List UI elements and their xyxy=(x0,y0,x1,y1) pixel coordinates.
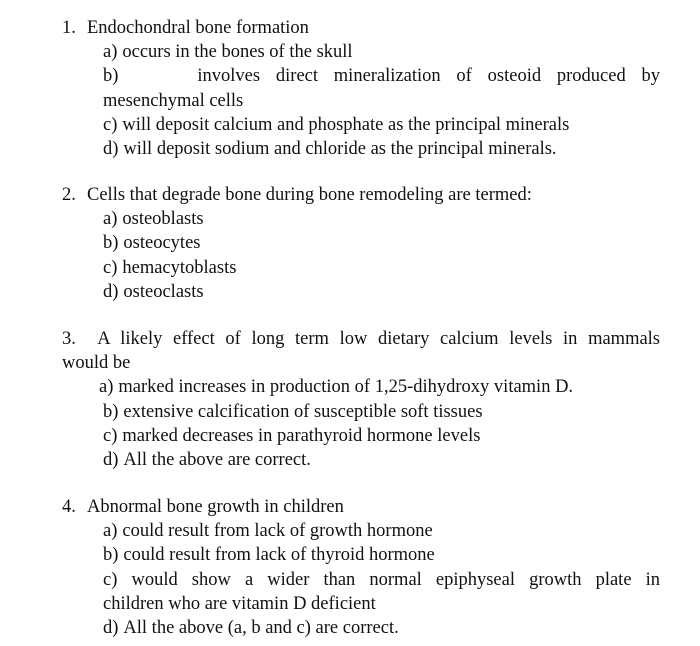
question-stem-first-line xyxy=(62,327,660,351)
option-d xyxy=(103,616,660,640)
option-list xyxy=(62,40,660,161)
option-c-first-line xyxy=(103,568,660,592)
option-d xyxy=(99,448,660,472)
question-2 xyxy=(62,183,660,304)
question-stem xyxy=(62,495,660,519)
option-text: involves direct mineralization of osteoid produced by xyxy=(197,66,661,87)
option-text: marked decreases in parathyroid hormone levels xyxy=(122,425,481,446)
option-d xyxy=(103,280,660,304)
option-text: hemacytoblasts xyxy=(122,257,237,278)
question-number: 1. xyxy=(62,18,76,38)
question-text-continuation: would be xyxy=(62,353,131,374)
option-text: could result from lack of thyroid hormone xyxy=(123,545,435,566)
option-b-first-line xyxy=(103,64,660,88)
question-number: 3. xyxy=(62,329,76,349)
option-a xyxy=(99,375,660,399)
option-letter: d) xyxy=(103,450,119,471)
question-text: Cells that degrade bone during bone remodeling are termed: xyxy=(87,185,532,205)
option-text: occurs in the bones of the skull xyxy=(122,42,353,63)
question-stem xyxy=(62,327,660,375)
option-letter: a) xyxy=(103,209,118,230)
option-a xyxy=(103,40,660,64)
option-text: osteoclasts xyxy=(123,281,204,302)
option-text: could result from lack of growth hormone xyxy=(122,521,433,542)
option-a xyxy=(103,207,660,231)
option-c xyxy=(103,568,660,616)
option-text: osteocytes xyxy=(123,233,201,254)
option-letter: b) xyxy=(103,545,119,566)
option-text: will deposit calcium and phosphate as the principal minerals xyxy=(122,114,570,135)
option-c xyxy=(103,113,660,137)
option-b xyxy=(103,543,660,567)
option-d xyxy=(103,137,660,161)
option-list xyxy=(62,375,660,472)
question-stem xyxy=(62,183,660,207)
option-a xyxy=(103,519,660,543)
option-text: osteoblasts xyxy=(122,209,204,230)
question-text: Endochondral bone formation xyxy=(87,18,309,38)
option-text: All the above (a, b and c) are correct. xyxy=(123,618,399,639)
option-letter: a) xyxy=(103,521,118,542)
question-text: Abnormal bone growth in children xyxy=(87,497,344,517)
question-number: 4. xyxy=(62,497,76,517)
option-text: All the above are correct. xyxy=(123,450,311,471)
option-letter: b) xyxy=(103,233,119,254)
question-number: 2. xyxy=(62,185,76,205)
option-letter: d) xyxy=(103,618,119,639)
option-list xyxy=(62,519,660,640)
question-stem xyxy=(62,16,660,40)
question-text: A likely effect of long term low dietary calcium levels in mammals xyxy=(97,329,661,349)
option-continuation: children who are vitamin D deficient xyxy=(103,593,376,614)
option-text: will deposit sodium and chloride as the principal minerals. xyxy=(123,139,557,160)
option-letter: d) xyxy=(103,281,119,302)
option-letter: b) xyxy=(103,401,119,422)
option-letter: b) xyxy=(103,66,119,87)
question-1 xyxy=(62,16,660,161)
option-letter: a) xyxy=(103,42,118,63)
option-letter: c) xyxy=(103,114,118,135)
option-letter: c) xyxy=(103,569,118,590)
option-letter: c) xyxy=(103,257,118,278)
question-3 xyxy=(62,327,660,472)
option-letter: c) xyxy=(103,425,118,446)
question-4 xyxy=(62,495,660,640)
option-letter: a) xyxy=(99,377,114,398)
option-text: extensive calcification of susceptible soft tissues xyxy=(123,401,483,422)
option-b xyxy=(103,231,660,255)
option-b xyxy=(103,64,660,112)
option-c xyxy=(103,256,660,280)
option-letter: d) xyxy=(103,139,119,160)
option-c xyxy=(99,424,660,448)
option-text: would show a wider than normal epiphyseal growth plate in xyxy=(131,569,661,590)
option-text: marked increases in production of 1,25-dihydroxy vitamin D. xyxy=(118,377,574,398)
option-b xyxy=(99,400,660,424)
option-list xyxy=(62,207,660,304)
option-continuation: mesenchymal cells xyxy=(103,90,244,111)
